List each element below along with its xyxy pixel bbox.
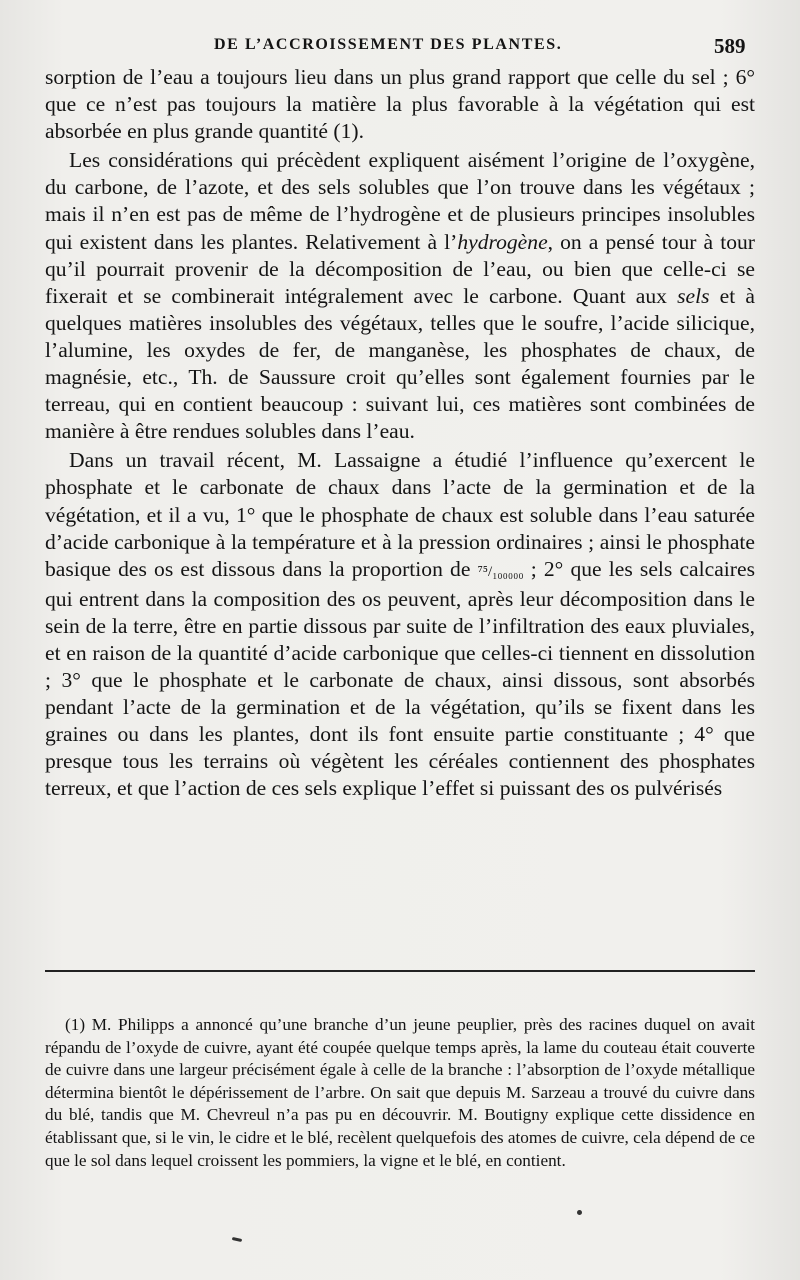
paragraph-3-text-a: Dans un travail récent, M. Lassaigne a étudié l’influence qu’exercent le phosphate et le carbonate de chaux dans l’acte de la germination et de la végétation, et il a vu, 1° que le phosphate de chaux est soluble dans l’eau saturée d’acide carbonique à la température et à la pression ordinaires ; ainsi le phosphate basique des os est dissous dans la proportion de [45, 448, 755, 581]
italic-sels: sels [677, 283, 710, 308]
main-text [45, 64, 755, 803]
page-number: 589 [714, 34, 746, 58]
paragraph-2-text-a: Les considérations qui précèdent expliquent aisément l’origine de l’oxygène, du carbone, de l’azote, et des sels solubles que l’on trouve dans les végétaux ; mais il n’en est pas de même de l’hydrogène et de plusieurs principes insolubles qui existent dans les plantes. Relativement à l’ [45, 148, 755, 254]
paragraph-considerations [45, 147, 755, 445]
ink-speck [577, 1210, 582, 1215]
ink-speck [232, 1237, 242, 1242]
paragraph-1-text: sorption de l’eau a toujours lieu dans un plus grand rapport que celle du sel ; 6° que ce n’est pas toujours la matière la plus favorable à la végétation qui est absorbée en plus grande quantité (1). [45, 65, 755, 144]
paragraph-2-text-b: , on a pensé tour à tour qu’il pourrait provenir de la décomposition de l’eau, ou bien que celle-ci se fixerait et se combinerait intégralement avec le carbone. Quant aux [45, 229, 755, 308]
running-title: DE L’ACCROISSEMENT DES PLANTES. [214, 36, 563, 53]
paragraph-lassaigne [45, 447, 755, 802]
paragraph-3-text-b: ; 2° que les sels calcaires qui entrent dans la composition des os peuvent, après leur décomposition dans le sein de la terre, être en partie dissous par suite de l’infiltration des eaux pluviales, et en raison de la quantité d’acide carbonique que celles-ci tiennent en dissolution ; 3° que le phosphate et le carbonate de chaux, ainsi dissous, sont absorbés pendant l’acte de la germination et de la végétation, qu’ils se fixent dans les graines ou dans les plantes, dont ils font ensuite partie constituante ; 4° que presque tous les terrains où végètent les céréales contiennent des phosphates terreux, et que l’action de ces sels explique l’effet si puissant des os pulvérisés [45, 556, 755, 801]
footnote [45, 1014, 755, 1172]
italic-hydrogene: hydrogène [457, 229, 548, 254]
paragraph-2-text-c: et à quelques matières insolubles des végétaux, telles que le soufre, l’acide silicique, l’alumine, les oxydes de fer, de manganèse, les phosphates de chaux, de magnésie, etc., Th. de Saussure croit qu’elles sont également fournies par le terreau, qui en contient beaucoup : suivant lui, ces matières sont combinées de manière à être rendues solubles dans l’eau. [45, 283, 756, 444]
footnote-rule [45, 970, 755, 972]
footnote-1: (1) M. Philipps a annoncé qu’une branche d’un jeune peuplier, près des racines duquel on avait répandu de l’oxyde de cuivre, ayant été coupée quelque temps après, la lame du couteau était couverte de cuivre dans une largeur précisément égale à celle de la branche : l’absorption de l’oxyde métallique détermina bientôt le dépérissement de l’arbre. On sait que depuis M. Sarzeau a trouvé du cuivre dans du blé, tandis que M. Chevreul n’a pas pu en découvrir. M. Boutigny explique cette dissidence en établissant que, si le vin, le cidre et le blé, recèlent quelquefois des atomes de cuivre, cela dépend de ce que le sol dans lequel croissent les pommiers, la vigne et le blé, en contient. [45, 1015, 755, 1170]
paragraph-continued [45, 64, 755, 145]
fraction-75-100000: ⁷⁵/₁₀₀₀₀₀ [477, 563, 524, 580]
running-head [0, 34, 800, 62]
